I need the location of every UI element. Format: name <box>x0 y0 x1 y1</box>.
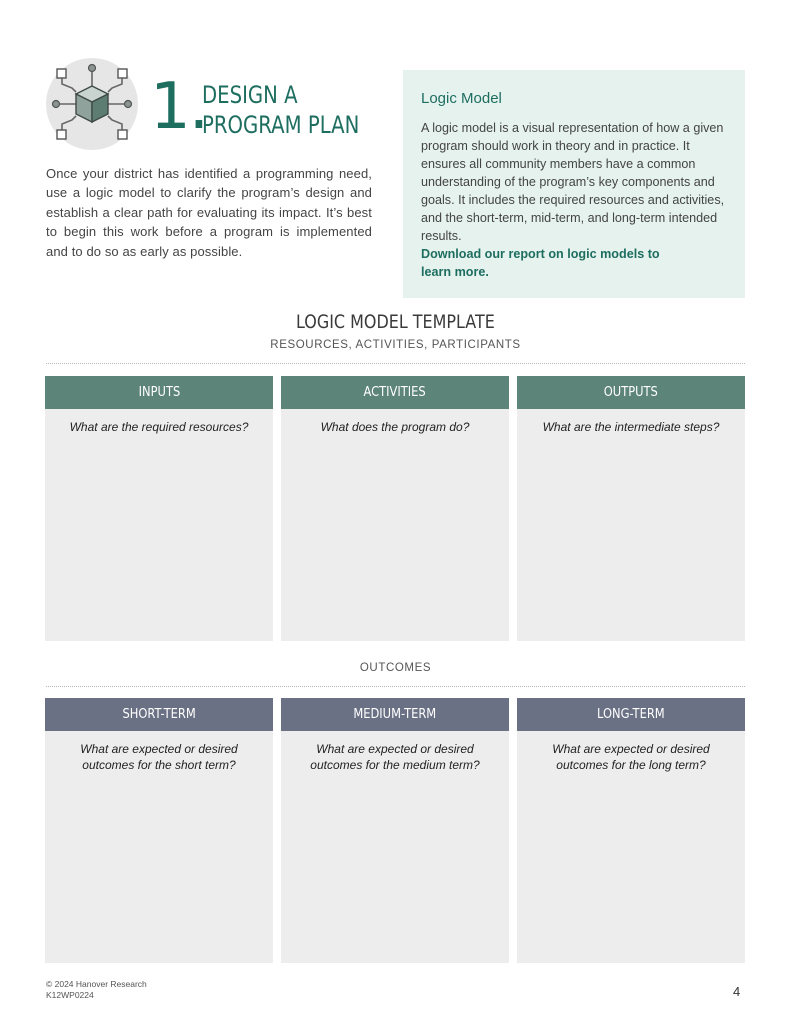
outputs-header <box>517 376 745 409</box>
template-subtitle: RESOURCES, ACTIVITIES, PARTICIPANTS <box>270 339 521 351</box>
inputs-question: What are the required resources? <box>69 420 249 434</box>
callout-body: A logic model is a visual representation of how a given program should work in theory and in practice. It ensures all community members have a common understanding of the program’s key components and goals. It includes the required resources and activities, and the short-term, mid-term, and long-term intended results. <box>421 121 725 243</box>
template-title <box>0 311 791 333</box>
template-title-text: LOGIC MODEL TEMPLATE <box>296 311 495 333</box>
medium-term-question: What are expected or desired outcomes for the medium term? <box>310 742 480 772</box>
copyright: © 2024 Hanover Research <box>46 979 147 989</box>
medium-term-header <box>281 698 509 731</box>
section-title <box>202 80 359 140</box>
long-term-header <box>517 698 745 731</box>
divider-top <box>46 363 745 364</box>
medium-term-heading: MEDIUM-TERM <box>353 706 437 722</box>
document-code: K12WP0224 <box>46 990 94 1000</box>
intro-paragraph: Once your district has identified a programming need, use a logic model to clarify the program’s design and establish a clear path for evaluating its impact. It’s best to begin this work before a program is implemented and to do so as early as possible. <box>46 166 372 259</box>
inputs-heading: INPUTS <box>138 384 180 400</box>
activities-column <box>281 376 509 641</box>
outputs-question: What are the intermediate steps? <box>542 420 720 434</box>
activities-header <box>281 376 509 409</box>
outputs-heading: OUTPUTS <box>603 384 659 400</box>
footer-meta <box>46 979 147 1001</box>
short-term-header <box>45 698 273 731</box>
title-line-2: PROGRAM PLAN <box>202 111 360 139</box>
logic-model-callout <box>403 70 745 298</box>
short-term-heading: SHORT-TERM <box>122 706 196 722</box>
long-term-column <box>517 698 745 963</box>
outputs-column <box>517 376 745 641</box>
callout-title: Logic Model <box>421 90 502 107</box>
title-line-1: DESIGN A <box>202 81 298 109</box>
activities-heading: ACTIVITIES <box>363 384 427 400</box>
inputs-header <box>45 376 273 409</box>
outcomes-label: OUTCOMES <box>359 662 432 674</box>
section-number: 1. <box>150 70 208 144</box>
network-cube-icon <box>46 58 138 150</box>
divider-outcomes <box>46 686 745 687</box>
short-term-question: What are expected or desired outcomes for the short term? <box>80 742 238 772</box>
download-report-link[interactable]: Download our report on logic models to learn more. <box>421 247 660 279</box>
page-number: 4 <box>733 984 741 999</box>
short-term-column <box>45 698 273 963</box>
medium-term-column <box>281 698 509 963</box>
activities-question: What does the program do? <box>320 420 470 434</box>
inputs-column <box>45 376 273 641</box>
long-term-heading: LONG-TERM <box>597 706 665 722</box>
long-term-question: What are expected or desired outcomes for the long term? <box>552 742 710 772</box>
